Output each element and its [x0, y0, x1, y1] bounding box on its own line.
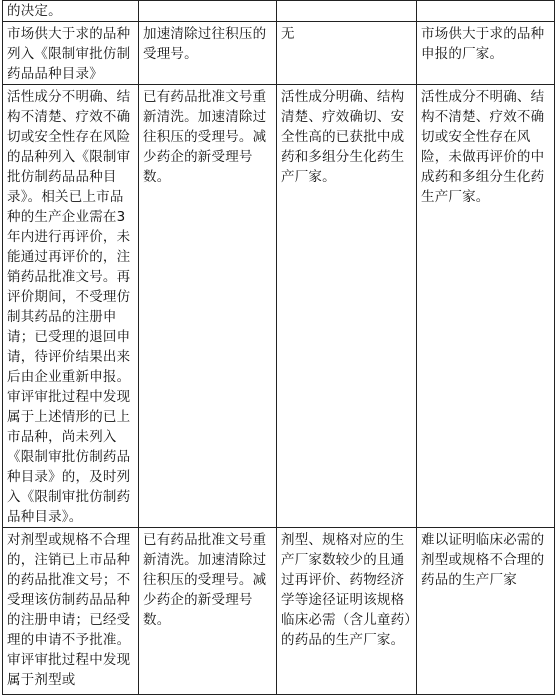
table-cell: 加速清除过往积压的受理号。: [139, 22, 277, 85]
table-row: [3, 528, 555, 695]
table-cell: 的决定。: [3, 1, 139, 22]
table-row: [3, 1, 555, 22]
table-cell: 无: [277, 22, 417, 85]
table-cell: 活性成分不明确、结构不清楚、疗效不确切或安全性存在风险的品种列入《限制审批仿制药品品种目录》。相关已上市品种的生产企业需在3年内进行再评价，未能通过再评价的，注销药品批准文号。再评价期间，不受理仿制其药品的注册申请；已受理的退回申请，待评价结果出来后由企业重新申报。审评审批过程中发现属于上述情形的已上市品种，尚未列入《限制审批仿制药品种目录》的，及时列入《限制审批仿制药品种目录》。: [3, 85, 139, 528]
table-cell: 市场供大于求的品种申报的厂家。: [417, 22, 555, 85]
table-cell: 对剂型或规格不合理的，注销已上市品种的药品批准文号；不受理该仿制药品品种的注册申请；已经受理的申请不予批准。审评审批过程中发现属于剂型或: [3, 528, 139, 695]
table-cell: 剂型、规格对应的生产厂家数较少的且通过再评价、药物经济学等途径证明该规格临床必需（含儿童药）的药品的生产厂家。: [277, 528, 417, 695]
table-cell: [277, 1, 417, 22]
table-cell: 市场供大于求的品种列入《限制审批仿制药品品种目录》: [3, 22, 139, 85]
table-row: [3, 22, 555, 85]
table-row: [3, 85, 555, 528]
table-cell: [417, 1, 555, 22]
table-cell: 难以证明临床必需的剂型或规格不合理的药品的生产厂家: [417, 528, 555, 695]
policy-table: [2, 0, 555, 695]
table-cell: 活性成分明确、结构清楚、疗效确切、安全性高的已获批中成药和多组分生化药生产厂家。: [277, 85, 417, 528]
table-cell: [139, 1, 277, 22]
table-cell: 活性成分不明确、结构不清楚、疗效不确切或安全性存在风险，未做再评价的中成药和多组分生化药生产厂家。: [417, 85, 555, 528]
table-cell: 已有药品批准文号重新清洗。加速清除过往积压的受理号。减少药企的新受理号数。: [139, 85, 277, 528]
table-cell: 已有药品批准文号重新清洗。加速清除过往积压的受理号。减少药企的新受理号数。: [139, 528, 277, 695]
